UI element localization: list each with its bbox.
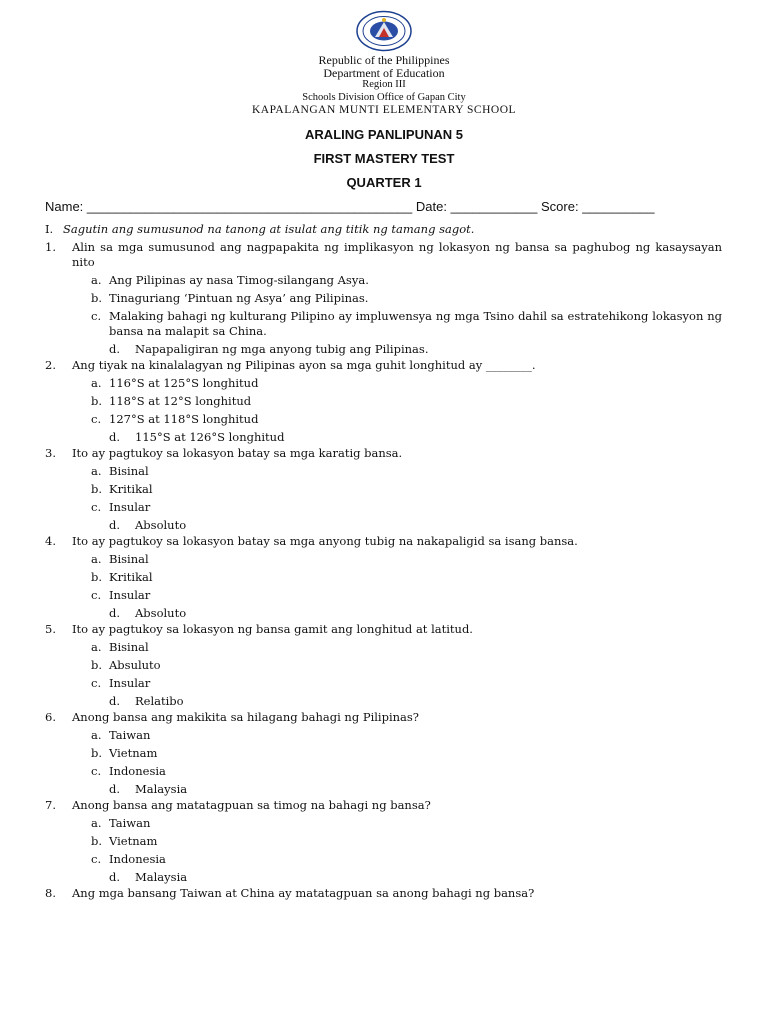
option-label: c.: [91, 676, 102, 690]
question-number: 1.: [45, 240, 56, 254]
answer-option-d: [45, 518, 722, 533]
option-text: Insular: [109, 500, 151, 514]
option-label: b.: [91, 291, 103, 305]
answer-option-b: [45, 394, 722, 409]
question-row: [45, 622, 722, 637]
question-row: [45, 358, 722, 373]
instruction-text: Sagutin ang sumusunod na tanong at isulat ang titik ng tamang sagot.: [63, 222, 475, 236]
option-text: Indonesia: [109, 764, 166, 778]
question-row: [45, 798, 722, 813]
option-text: Kritikal: [109, 482, 153, 496]
option-label: d.: [109, 870, 121, 884]
answer-option-c: [45, 676, 722, 691]
letterhead: [0, 54, 768, 117]
date-label: Date:: [415, 199, 447, 214]
answer-option-a: [45, 376, 722, 391]
region-line: Region III: [362, 79, 406, 90]
quarter-title: QUARTER 1: [346, 175, 422, 190]
option-text: Malaking bahagi ng kulturang Pilipino ay impluwensya ng mga Tsino dahil sa estratehikong lokasyon ng bansa na malapit sa China.: [109, 309, 722, 338]
date-field[interactable]: ____________: [450, 199, 538, 214]
name-field[interactable]: _____________________________________________: [86, 199, 413, 214]
option-label: c.: [91, 412, 102, 426]
instruction: [45, 222, 722, 237]
option-label: a.: [91, 376, 102, 390]
student-info-line: [45, 199, 735, 214]
question-text: Ang mga bansang Taiwan at China ay matatagpuan sa anong bahagi ng bansa?: [72, 886, 535, 900]
option-text: Vietnam: [109, 746, 158, 760]
question-item: [45, 534, 722, 621]
option-label: c.: [91, 309, 102, 323]
option-text: Absuluto: [109, 658, 161, 672]
name-label: Name:: [45, 199, 84, 214]
option-text: Absoluto: [135, 606, 187, 620]
answer-option-b: [45, 746, 722, 761]
option-label: d.: [109, 782, 121, 796]
answer-option-a: [45, 552, 722, 567]
option-label: a.: [91, 273, 102, 287]
division-line: Schools Division Office of Gapan City: [302, 91, 466, 103]
country-line: Republic of the Philippines: [318, 53, 450, 67]
option-label: a.: [91, 552, 102, 566]
answer-option-a: [45, 728, 722, 743]
option-label: d.: [109, 342, 121, 356]
answer-option-d: [45, 782, 722, 797]
question-item: [45, 240, 722, 357]
answer-option-d: [45, 606, 722, 621]
option-text: Ang Pilipinas ay nasa Timog-silangang Asya.: [109, 273, 369, 287]
test-title: FIRST MASTERY TEST: [313, 151, 455, 166]
deped-seal-icon: [355, 10, 413, 52]
option-label: d.: [109, 430, 121, 444]
question-text: Ito ay pagtukoy sa lokasyon batay sa mga anyong tubig na nakapaligid sa isang bansa.: [72, 534, 578, 548]
option-text: Taiwan: [109, 816, 151, 830]
question-row: [45, 240, 722, 270]
department-line: Department of Education: [323, 65, 445, 80]
option-text: Indonesia: [109, 852, 166, 866]
option-label: d.: [109, 518, 121, 532]
option-text: Taiwan: [109, 728, 151, 742]
option-label: c.: [91, 588, 102, 602]
option-text: Bisinal: [109, 552, 149, 566]
option-text: Vietnam: [109, 834, 158, 848]
test-titles: [0, 126, 768, 198]
option-text: Bisinal: [109, 464, 149, 478]
answer-option-b: [45, 570, 722, 585]
option-label: a.: [91, 816, 102, 830]
question-number: 5.: [45, 622, 56, 636]
answer-option-d: [45, 694, 722, 709]
option-label: b.: [91, 658, 103, 672]
question-text: Alin sa mga sumusunod ang nagpapakita ng implikasyon ng lokasyon ng bansa sa paghubog ng kasaysayan nito: [72, 240, 722, 269]
option-label: a.: [91, 640, 102, 654]
answer-option-b: [45, 291, 722, 306]
answer-option-c: [45, 588, 722, 603]
answer-option-c: [45, 412, 722, 427]
answer-option-a: [45, 464, 722, 479]
question-text: Ang tiyak na kinalalagyan ng Pilipinas ayon sa mga guhit longhitud ay ________.: [72, 358, 536, 372]
question-text: Ito ay pagtukoy sa lokasyon batay sa mga karatig bansa.: [72, 446, 403, 460]
option-text: 115°S at 126°S longhitud: [135, 430, 285, 444]
answer-option-b: [45, 834, 722, 849]
option-label: b.: [91, 746, 103, 760]
option-label: b.: [91, 570, 103, 584]
question-item: [45, 886, 722, 901]
school-line: KAPALANGAN MUNTI ELEMENTARY SCHOOL: [251, 104, 517, 116]
option-label: b.: [91, 482, 103, 496]
option-label: b.: [91, 834, 103, 848]
option-label: c.: [91, 500, 102, 514]
question-number: 2.: [45, 358, 56, 372]
question-row: [45, 710, 722, 725]
option-text: 118°S at 12°S longhitud: [109, 394, 252, 408]
answer-option-b: [45, 482, 722, 497]
option-text: Malaysia: [135, 782, 188, 796]
option-text: Kritikal: [109, 570, 153, 584]
option-text: 127°S at 118°S longhitud: [109, 412, 259, 426]
question-row: [45, 446, 722, 461]
question-text: Anong bansa ang makikita sa hilagang bahagi ng Pilipinas?: [72, 710, 419, 724]
question-text: Anong bansa ang matatagpuan sa timog na bahagi ng bansa?: [72, 798, 431, 812]
subject-title: ARALING PANLIPUNAN 5: [305, 127, 463, 142]
question-list: [45, 240, 722, 901]
answer-option-b: [45, 658, 722, 673]
question-item: [45, 446, 722, 533]
answer-option-a: [45, 273, 722, 288]
answer-option-c: [45, 500, 722, 515]
option-label: c.: [91, 764, 102, 778]
option-text: Malaysia: [135, 870, 188, 884]
answer-option-a: [45, 816, 722, 831]
question-number: 8.: [45, 886, 56, 900]
question-item: [45, 622, 722, 709]
instruction-number: I.: [45, 222, 54, 236]
answer-option-d: [45, 870, 722, 885]
question-number: 3.: [45, 446, 56, 460]
answer-option-c: [45, 852, 722, 867]
question-number: 4.: [45, 534, 56, 548]
option-label: d.: [109, 694, 121, 708]
question-row: [45, 886, 722, 901]
option-text: Bisinal: [109, 640, 149, 654]
option-label: b.: [91, 394, 103, 408]
answer-option-c: [45, 309, 722, 339]
test-content: [45, 222, 722, 901]
answer-option-a: [45, 640, 722, 655]
question-item: [45, 710, 722, 797]
option-text: Relatibo: [135, 694, 184, 708]
option-label: a.: [91, 464, 102, 478]
option-text: 116°S at 125°S longhitud: [109, 376, 259, 390]
option-text: Insular: [109, 588, 151, 602]
question-text: Ito ay pagtukoy sa lokasyon ng bansa gamit ang longhitud at latitud.: [72, 622, 473, 636]
option-text: Tinaguriang ‘Pintuan ng Asya’ ang Pilipinas.: [109, 291, 369, 305]
question-item: [45, 358, 722, 445]
option-label: d.: [109, 606, 121, 620]
option-text: Napapaligiran ng mga anyong tubig ang Pilipinas.: [135, 342, 429, 356]
score-field[interactable]: __________: [582, 199, 655, 214]
question-item: [45, 798, 722, 885]
answer-option-d: [45, 430, 722, 445]
score-label: Score:: [541, 199, 579, 214]
option-label: c.: [91, 852, 102, 866]
answer-option-c: [45, 764, 722, 779]
option-label: a.: [91, 728, 102, 742]
option-text: Absoluto: [135, 518, 187, 532]
option-text: Insular: [109, 676, 151, 690]
question-number: 7.: [45, 798, 56, 812]
answer-option-d: [45, 342, 722, 357]
question-number: 6.: [45, 710, 56, 724]
question-row: [45, 534, 722, 549]
